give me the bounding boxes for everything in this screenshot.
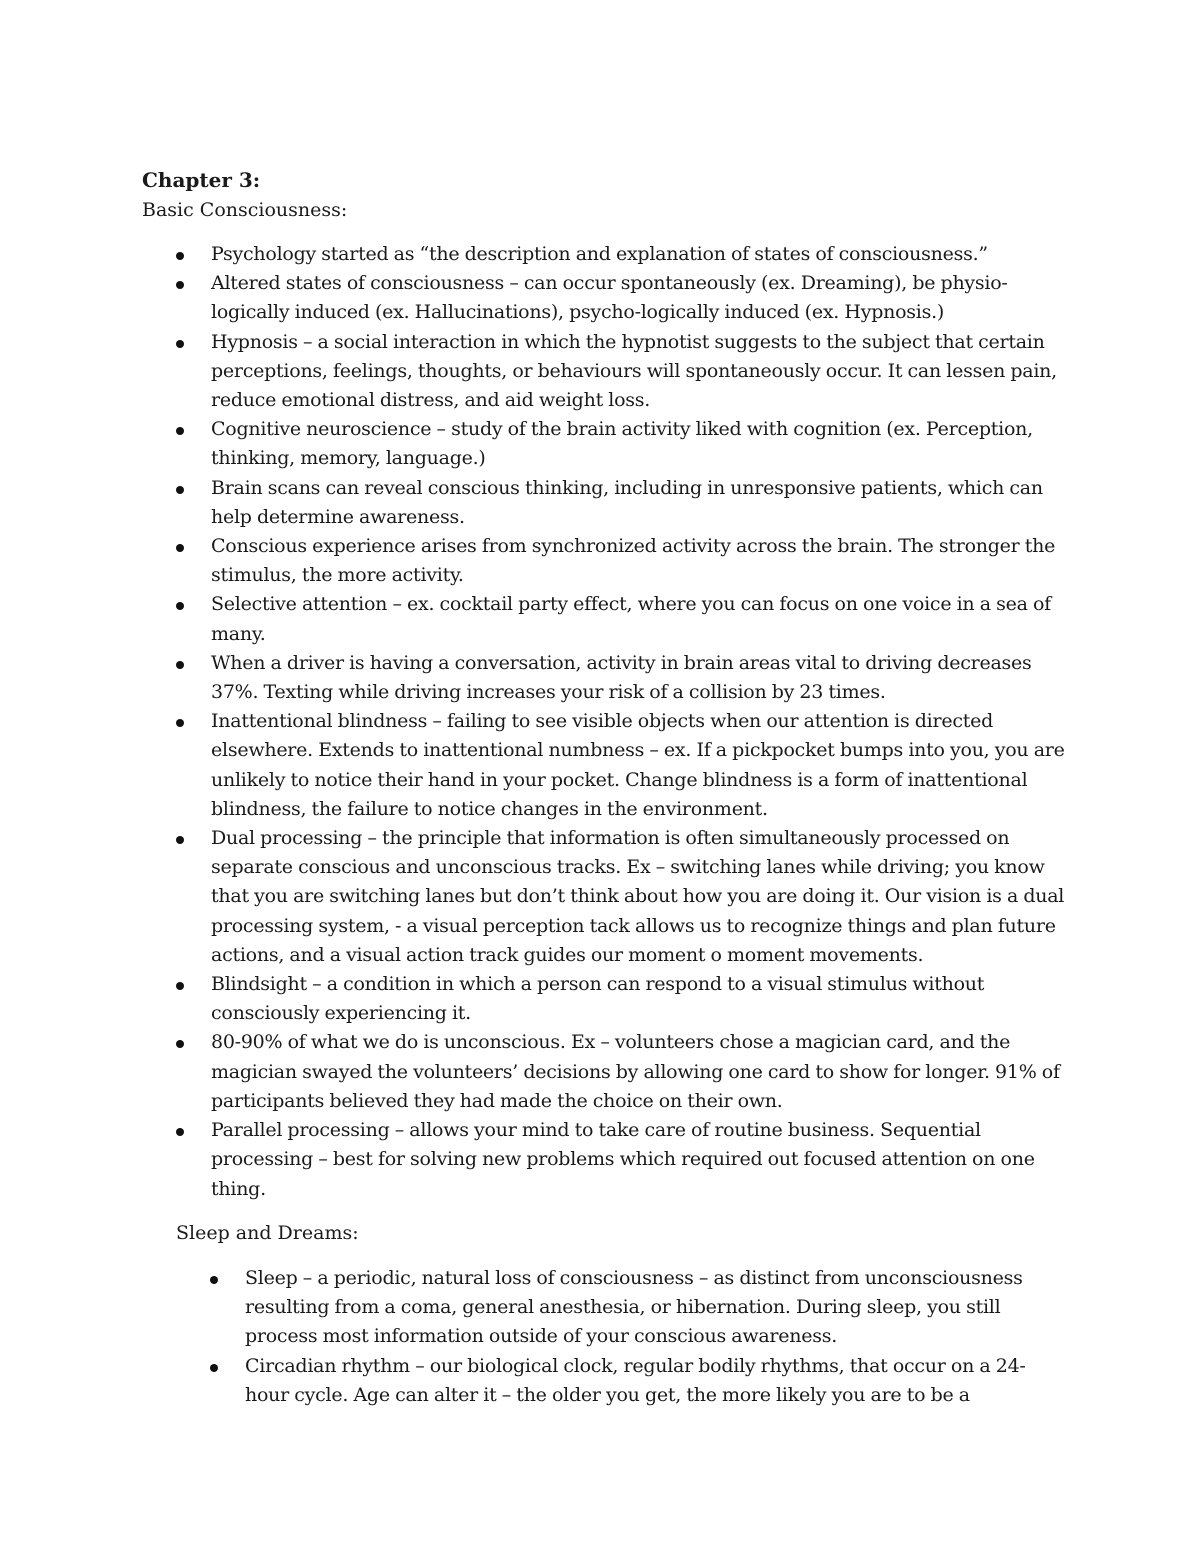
list-item xyxy=(176,415,1066,473)
list-item xyxy=(176,1028,1066,1116)
list-item xyxy=(176,824,1066,970)
bullet-icon xyxy=(176,281,184,289)
list-item-text: Selective attention – ex. cocktail party effect, where you can focus on one voice in a sea of many. xyxy=(211,593,1051,645)
list-item xyxy=(210,1352,1066,1410)
list-item xyxy=(176,269,1066,327)
list-item-text: Dual processing – the principle that information is often simultaneously processed on separate conscious and unconscious tracks. Ex – switching lanes while driving; you know that you are switching lanes but don’t think about how you are doing it. Our vision is a dual processing system, - a visual perception tack allows us to recognize things and plan future actions, and a visual action track guides our moment o moment movements. xyxy=(211,827,1065,966)
list-item xyxy=(176,970,1066,1028)
list-item xyxy=(176,532,1066,590)
bullet-icon xyxy=(176,252,184,260)
list-item xyxy=(176,707,1066,824)
list-item-text: Sleep – a periodic, natural loss of consciousness – as distinct from unconsciousness resulting from a coma, general anesthesia, or hibernation. During sleep, you still process most information outside of your conscious awareness. xyxy=(245,1267,1023,1348)
list-item-text: Conscious experience arises from synchronized activity across the brain. The stronger the stimulus, the more activity. xyxy=(211,535,1056,587)
bullet-icon xyxy=(176,486,184,494)
chapter-title: Chapter 3: xyxy=(142,168,261,192)
list-item-text: Psychology started as “the description and explanation of states of consciousness.” xyxy=(211,243,988,265)
bullet-icon xyxy=(176,340,184,348)
bullet-icon xyxy=(176,982,184,990)
bullet-icon xyxy=(176,1040,184,1048)
bullet-icon xyxy=(176,836,184,844)
list-item-text: Circadian rhythm – our biological clock, regular bodily rhythms, that occur on a 24-hour cycle. Age can alter it – the older you get, the more likely you are to be a xyxy=(245,1354,1026,1406)
list-item-text: Inattentional blindness – failing to see visible objects when our attention is directed elsewhere. Extends to inattentional numbness – ex. If a pickpocket bumps into you, you are unlikely to notice their hand in your pocket. Change blindness is a form of inattentional blindness, the failure to notice changes in the environment. xyxy=(211,710,1065,820)
list-item-text: Blindsight – a condition in which a person can respond to a visual stimulus without consciously experiencing it. xyxy=(211,973,985,1025)
list-item-text: Parallel processing – allows your mind to take care of routine business. Sequential processing – best for solving new problems which required out focused attention on one thing. xyxy=(211,1119,1035,1200)
bullet-icon xyxy=(176,544,184,552)
list-item-text: Cognitive neuroscience – study of the brain activity liked with cognition (ex. Perception, thinking, memory, language.) xyxy=(211,418,1033,470)
bullet-icon xyxy=(176,602,184,610)
list-item xyxy=(176,590,1066,648)
bullet-icon xyxy=(210,1276,218,1284)
list-item xyxy=(176,1116,1066,1204)
list-item-text: Brain scans can reveal conscious thinking, including in unresponsive patients, which can help determine awareness. xyxy=(211,476,1043,528)
list-item-text: When a driver is having a conversation, activity in brain areas vital to driving decreases 37%. Texting while driving increases your risk of a collision by 23 times. xyxy=(211,651,1032,704)
list-item-text: 80-90% of what we do is unconscious. Ex – volunteers chose a magician card, and the magician swayed the volunteers’ decisions by allowing one card to show for longer. 91% of participants believed they had made the choice on their own. xyxy=(211,1031,1060,1112)
list-item-text: Hypnosis – a social interaction in which the hypnotist suggests to the subject that certain perceptions, feelings, thoughts, or behaviours will spontaneously occur. It can lessen pain, reduce emotional distress, and aid weight loss. xyxy=(211,330,1057,412)
bullet-icon xyxy=(176,661,184,669)
bullet-icon xyxy=(176,427,184,435)
list-item xyxy=(176,328,1066,416)
bullet-list-sleep-and-dreams xyxy=(210,1264,1066,1410)
section-heading-basic-consciousness: Basic Consciousness: xyxy=(142,199,348,221)
list-item xyxy=(176,240,1066,269)
list-item xyxy=(176,474,1066,532)
section-heading-sleep-and-dreams: Sleep and Dreams: xyxy=(176,1222,359,1244)
bullet-icon xyxy=(176,719,184,727)
bullet-icon xyxy=(176,1128,184,1136)
list-item-text: Altered states of consciousness – can occur spontaneously (ex. Dreaming), be physio-logically induced (ex. Hallucinations), psycho-logically induced (ex. Hypnosis.) xyxy=(211,272,1008,324)
bullet-list-basic-consciousness xyxy=(176,240,1066,1204)
list-item xyxy=(176,649,1066,707)
list-item xyxy=(210,1264,1066,1352)
bullet-icon xyxy=(210,1364,218,1372)
